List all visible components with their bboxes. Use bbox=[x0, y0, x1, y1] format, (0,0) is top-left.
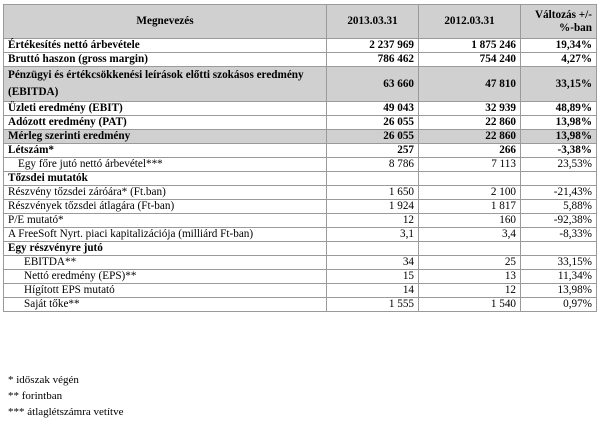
row-value-2012: 1 875 246 bbox=[419, 39, 521, 53]
table-row bbox=[4, 284, 597, 298]
row-value-2012 bbox=[419, 172, 521, 186]
row-value-change: 13,98% bbox=[521, 284, 597, 298]
footnote: *** átlaglétszámra vetítve bbox=[8, 406, 124, 418]
row-label: Részvény tőzsdei záróára* (Ft.ban) bbox=[4, 186, 327, 200]
row-value-2013: 63 660 bbox=[327, 67, 419, 102]
footnotes bbox=[8, 372, 123, 420]
row-label: Nettó eredmény (EPS)** bbox=[4, 270, 327, 284]
table-row bbox=[4, 270, 597, 284]
row-value-change bbox=[521, 172, 597, 186]
table-row bbox=[4, 214, 597, 228]
row-label: Pénzügyi és értékcsökkenési leírások előtti szokásos eredmény (EBITDA) bbox=[4, 67, 327, 102]
row-value-change: -8,33% bbox=[521, 228, 597, 242]
row-label: Mérleg szerinti eredmény bbox=[4, 130, 327, 144]
section-row bbox=[4, 172, 597, 186]
row-value-change: 13,98% bbox=[521, 130, 597, 144]
row-value-2013 bbox=[327, 242, 419, 256]
row-value-2013: 12 bbox=[327, 214, 419, 228]
row-value-change: 33,15% bbox=[521, 256, 597, 270]
row-value-2012: 32 939 bbox=[419, 102, 521, 116]
row-value-2013: 15 bbox=[327, 270, 419, 284]
header-name: Megnevezés bbox=[4, 5, 327, 39]
row-value-change: 23,53% bbox=[521, 158, 597, 172]
row-value-2013: 8 786 bbox=[327, 158, 419, 172]
section-label: Tőzsdei mutatók bbox=[4, 172, 327, 186]
row-value-change bbox=[521, 242, 597, 256]
row-label: Bruttó haszon (gross margin) bbox=[4, 53, 327, 67]
table-row bbox=[4, 53, 597, 67]
row-value-change: 48,89% bbox=[521, 102, 597, 116]
table-row bbox=[4, 144, 597, 158]
row-value-change: -92,38% bbox=[521, 214, 597, 228]
row-value-2013: 2 237 969 bbox=[327, 39, 419, 53]
row-label: Adózott eredmény (PAT) bbox=[4, 116, 327, 130]
financial-table bbox=[3, 4, 597, 312]
table-row bbox=[4, 256, 597, 270]
row-value-change: 11,34% bbox=[521, 270, 597, 284]
table-row bbox=[4, 186, 597, 200]
row-label: Részvények tőzsdei átlagára (Ft-ban) bbox=[4, 200, 327, 214]
row-value-2012: 1 817 bbox=[419, 200, 521, 214]
row-value-2012: 754 240 bbox=[419, 53, 521, 67]
footnote: * időszak végén bbox=[8, 374, 79, 386]
row-value-2012: 3,4 bbox=[419, 228, 521, 242]
table-row bbox=[4, 116, 597, 130]
row-value-2013: 1 650 bbox=[327, 186, 419, 200]
row-value-change: 0,97% bbox=[521, 298, 597, 312]
row-value-change: 19,34% bbox=[521, 39, 597, 53]
row-value-2013: 257 bbox=[327, 144, 419, 158]
header-col-2013: 2013.03.31 bbox=[327, 5, 419, 39]
row-label: Saját tőke** bbox=[4, 298, 327, 312]
row-value-2012: 47 810 bbox=[419, 67, 521, 102]
table-row bbox=[4, 298, 597, 312]
table-row bbox=[4, 102, 597, 116]
row-value-2012: 22 860 bbox=[419, 116, 521, 130]
row-label: EBITDA** bbox=[4, 256, 327, 270]
row-value-2013: 26 055 bbox=[327, 130, 419, 144]
row-label: P/E mutató* bbox=[4, 214, 327, 228]
row-value-change: 33,15% bbox=[521, 67, 597, 102]
row-label: Üzleti eredmény (EBIT) bbox=[4, 102, 327, 116]
row-value-2012: 12 bbox=[419, 284, 521, 298]
row-value-2012: 7 113 bbox=[419, 158, 521, 172]
row-value-2013: 1 555 bbox=[327, 298, 419, 312]
header-col-change: Változás +/- %-ban bbox=[521, 5, 597, 39]
row-value-2012: 13 bbox=[419, 270, 521, 284]
row-value-2012: 25 bbox=[419, 256, 521, 270]
row-value-2013: 3,1 bbox=[327, 228, 419, 242]
row-value-2013: 49 043 bbox=[327, 102, 419, 116]
row-value-2013: 1 924 bbox=[327, 200, 419, 214]
row-value-2012: 2 100 bbox=[419, 186, 521, 200]
row-value-change: -3,38% bbox=[521, 144, 597, 158]
row-value-2013: 786 462 bbox=[327, 53, 419, 67]
row-value-2012: 22 860 bbox=[419, 130, 521, 144]
row-label: Egy főre jutó nettó árbevétel*** bbox=[4, 158, 327, 172]
row-value-2012: 266 bbox=[419, 144, 521, 158]
table-row bbox=[4, 130, 597, 144]
row-label: A FreeSoft Nyrt. piaci kapitalizációja (milliárd Ft-ban) bbox=[4, 228, 327, 242]
row-value-change: 4,27% bbox=[521, 53, 597, 67]
row-value-change: -21,43% bbox=[521, 186, 597, 200]
table-row bbox=[4, 200, 597, 214]
table-row bbox=[4, 228, 597, 242]
footnote: ** forintban bbox=[8, 390, 63, 402]
row-value-2013: 26 055 bbox=[327, 116, 419, 130]
table-row bbox=[4, 39, 597, 53]
row-value-2012: 160 bbox=[419, 214, 521, 228]
table-row bbox=[4, 67, 597, 102]
row-value-2013: 34 bbox=[327, 256, 419, 270]
row-label: Értékesítés nettó árbevétele bbox=[4, 39, 327, 53]
row-value-change: 5,88% bbox=[521, 200, 597, 214]
table-row bbox=[4, 158, 597, 172]
row-label: Hígított EPS mutató bbox=[4, 284, 327, 298]
header-row bbox=[4, 5, 597, 39]
row-label: Létszám* bbox=[4, 144, 327, 158]
row-value-2013: 14 bbox=[327, 284, 419, 298]
row-value-change: 13,98% bbox=[521, 116, 597, 130]
section-row bbox=[4, 242, 597, 256]
row-value-2013 bbox=[327, 172, 419, 186]
section-label: Egy részvényre jutó bbox=[4, 242, 327, 256]
row-value-2012 bbox=[419, 242, 521, 256]
header-col-2012: 2012.03.31 bbox=[419, 5, 521, 39]
row-value-2012: 1 540 bbox=[419, 298, 521, 312]
